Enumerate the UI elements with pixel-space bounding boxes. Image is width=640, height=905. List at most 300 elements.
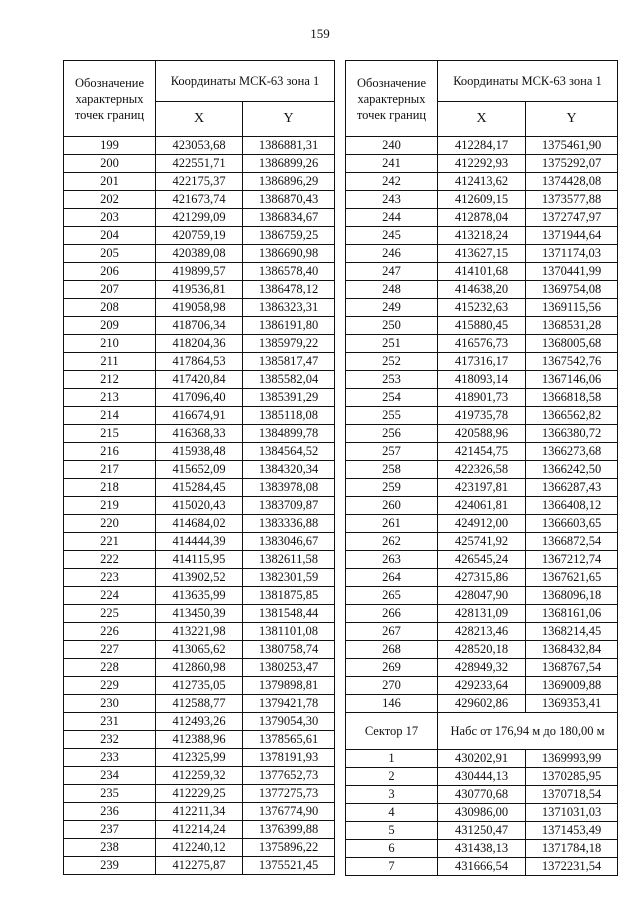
table-row [64,371,335,389]
table-row [64,749,335,767]
table-row [346,317,618,335]
y-cell: 1386759,25 [243,227,335,245]
y-cell: 1375521,45 [243,857,335,875]
table-row [64,677,335,695]
y-cell: 1381101,08 [243,623,335,641]
y-cell: 1386899,26 [243,155,335,173]
point-id-cell: 230 [64,695,156,713]
x-cell: 412214,24 [156,821,243,839]
table-row [346,191,618,209]
x-cell: 413450,39 [156,605,243,623]
point-id-cell: 224 [64,587,156,605]
x-cell: 413221,98 [156,623,243,641]
x-cell: 415938,48 [156,443,243,461]
y-cell: 1369115,56 [526,299,618,317]
table-row [64,209,335,227]
x-cell: 430202,91 [438,750,526,768]
y-cell: 1380253,47 [243,659,335,677]
y-cell: 1376399,88 [243,821,335,839]
point-id-cell: 227 [64,641,156,659]
y-cell: 1370285,95 [526,768,618,786]
sector-note: Набс от 176,94 м до 180,00 м [438,713,618,750]
x-cell: 430770,68 [438,786,526,804]
x-cell: 425741,92 [438,533,526,551]
y-cell: 1372747,97 [526,209,618,227]
y-cell: 1366818,58 [526,389,618,407]
point-id-cell: 261 [346,515,438,533]
y-header: Y [526,102,618,137]
table-row [64,569,335,587]
table-row [64,317,335,335]
table-row [64,173,335,191]
y-cell: 1375896,22 [243,839,335,857]
y-cell: 1382301,59 [243,569,335,587]
x-cell: 420389,08 [156,245,243,263]
x-cell: 413627,15 [438,245,526,263]
x-cell: 412609,15 [438,191,526,209]
x-header: X [438,102,526,137]
x-cell: 412588,77 [156,695,243,713]
point-id-cell: 233 [64,749,156,767]
x-cell: 413218,24 [438,227,526,245]
table-row [346,443,618,461]
y-cell: 1366242,50 [526,461,618,479]
x-cell: 424912,00 [438,515,526,533]
point-id-cell: 263 [346,551,438,569]
y-cell: 1374428,08 [526,173,618,191]
point-id-cell: 2 [346,768,438,786]
table-row [346,858,618,876]
x-cell: 414115,95 [156,551,243,569]
x-cell: 422175,37 [156,173,243,191]
point-id-cell: 4 [346,804,438,822]
point-id-cell: 247 [346,263,438,281]
point-id-cell: 246 [346,245,438,263]
x-cell: 419058,98 [156,299,243,317]
table-row [346,209,618,227]
point-id-cell: 245 [346,227,438,245]
table-row [64,641,335,659]
y-cell: 1379421,78 [243,695,335,713]
point-id-cell: 239 [64,857,156,875]
point-id-cell: 225 [64,605,156,623]
x-cell: 415284,45 [156,479,243,497]
table-row [64,263,335,281]
table-row [64,515,335,533]
point-id-cell: 216 [64,443,156,461]
x-cell: 415652,09 [156,461,243,479]
y-header: Y [243,102,335,137]
sector-row [346,713,618,750]
point-id-cell: 250 [346,317,438,335]
y-cell: 1384320,34 [243,461,335,479]
y-cell: 1368432,84 [526,641,618,659]
table-row [64,191,335,209]
y-cell: 1368531,28 [526,317,618,335]
table-row [64,137,335,155]
point-id-cell: 209 [64,317,156,335]
y-cell: 1371944,64 [526,227,618,245]
y-cell: 1369009,88 [526,677,618,695]
coord-system-header: Координаты МСК-63 зона 1 [156,61,335,102]
x-cell: 415880,45 [438,317,526,335]
x-cell: 412284,17 [438,137,526,155]
point-id-cell: 7 [346,858,438,876]
x-cell: 431250,47 [438,822,526,840]
y-cell: 1386896,29 [243,173,335,191]
point-id-cell: 237 [64,821,156,839]
table-row [64,479,335,497]
y-cell: 1367621,65 [526,569,618,587]
y-cell: 1376774,90 [243,803,335,821]
x-cell: 416368,33 [156,425,243,443]
y-cell: 1386578,40 [243,263,335,281]
x-cell: 415020,43 [156,497,243,515]
x-cell: 423197,81 [438,479,526,497]
y-cell: 1372231,54 [526,858,618,876]
x-cell: 419536,81 [156,281,243,299]
x-cell: 419899,57 [156,263,243,281]
point-id-cell: 236 [64,803,156,821]
table-row [346,677,618,695]
x-cell: 413902,52 [156,569,243,587]
point-id-cell: 207 [64,281,156,299]
y-cell: 1385817,47 [243,353,335,371]
y-cell: 1366408,12 [526,497,618,515]
table-row [346,173,618,191]
table-row [64,245,335,263]
point-id-cell: 222 [64,551,156,569]
y-cell: 1367212,74 [526,551,618,569]
y-cell: 1371784,18 [526,840,618,858]
table-row [346,389,618,407]
table-row [346,695,618,713]
table-row [64,407,335,425]
x-cell: 431438,13 [438,840,526,858]
y-cell: 1385582,04 [243,371,335,389]
point-id-cell: 242 [346,173,438,191]
x-cell: 412240,12 [156,839,243,857]
x-cell: 414684,02 [156,515,243,533]
y-cell: 1366380,72 [526,425,618,443]
x-cell: 428047,90 [438,587,526,605]
point-id-cell: 203 [64,209,156,227]
point-id-cell: 201 [64,173,156,191]
point-id-cell: 223 [64,569,156,587]
table-row [64,713,335,731]
point-id-cell: 248 [346,281,438,299]
designation-header: Обозначение характерных точек границ [64,61,156,137]
table-row [346,479,618,497]
point-id-cell: 259 [346,479,438,497]
x-cell: 421299,09 [156,209,243,227]
y-cell: 1366287,43 [526,479,618,497]
y-cell: 1375461,90 [526,137,618,155]
point-id-cell: 5 [346,822,438,840]
y-cell: 1369993,99 [526,750,618,768]
point-id-cell: 235 [64,785,156,803]
y-cell: 1371174,03 [526,245,618,263]
x-cell: 415232,63 [438,299,526,317]
table-row [346,659,618,677]
point-id-cell: 218 [64,479,156,497]
y-cell: 1379054,30 [243,713,335,731]
x-cell: 417316,17 [438,353,526,371]
y-cell: 1366872,54 [526,533,618,551]
table-row [346,371,618,389]
point-id-cell: 256 [346,425,438,443]
x-cell: 420588,96 [438,425,526,443]
designation-header: Обозначение характерных точек границ [346,61,438,137]
table-row [64,605,335,623]
y-cell: 1377652,73 [243,767,335,785]
x-cell: 427315,86 [438,569,526,587]
y-cell: 1386881,31 [243,137,335,155]
y-cell: 1382611,58 [243,551,335,569]
point-id-cell: 6 [346,840,438,858]
x-cell: 418901,73 [438,389,526,407]
point-id-cell: 213 [64,389,156,407]
coord-system-header: Координаты МСК-63 зона 1 [438,61,618,102]
x-cell: 429233,64 [438,677,526,695]
table-row [346,299,618,317]
y-cell: 1371031,03 [526,804,618,822]
point-id-cell: 205 [64,245,156,263]
table-row [64,695,335,713]
x-cell: 412325,99 [156,749,243,767]
y-cell: 1386870,43 [243,191,335,209]
x-cell: 413635,99 [156,587,243,605]
x-cell: 412229,25 [156,785,243,803]
x-cell: 424061,81 [438,497,526,515]
x-cell: 418093,14 [438,371,526,389]
point-id-cell: 210 [64,335,156,353]
point-id-cell: 232 [64,731,156,749]
point-id-cell: 252 [346,353,438,371]
point-id-cell: 238 [64,839,156,857]
table-row [64,785,335,803]
x-cell: 416576,73 [438,335,526,353]
y-cell: 1386690,98 [243,245,335,263]
y-cell: 1386191,80 [243,317,335,335]
table-row [64,731,335,749]
x-cell: 412259,32 [156,767,243,785]
coordinates-table-right [345,60,618,876]
y-cell: 1386478,12 [243,281,335,299]
x-cell: 431666,54 [438,858,526,876]
y-cell: 1368214,45 [526,623,618,641]
table-row [346,840,618,858]
point-id-cell: 267 [346,623,438,641]
y-cell: 1386834,67 [243,209,335,227]
point-id-cell: 268 [346,641,438,659]
table-row [64,587,335,605]
point-id-cell: 204 [64,227,156,245]
table-row [346,353,618,371]
y-cell: 1381548,44 [243,605,335,623]
y-cell: 1367146,06 [526,371,618,389]
y-cell: 1385979,22 [243,335,335,353]
table-row [346,768,618,786]
x-cell: 430444,13 [438,768,526,786]
x-cell: 417096,40 [156,389,243,407]
table-row [64,389,335,407]
table-row [346,822,618,840]
point-id-cell: 221 [64,533,156,551]
point-id-cell: 3 [346,786,438,804]
point-id-cell: 251 [346,335,438,353]
x-header: X [156,102,243,137]
point-id-cell: 243 [346,191,438,209]
table-row [346,263,618,281]
table-body-sector [346,750,618,876]
point-id-cell: 255 [346,407,438,425]
y-cell: 1370718,54 [526,786,618,804]
table-row [64,461,335,479]
table-row [346,137,618,155]
x-cell: 412493,26 [156,713,243,731]
table-row [64,335,335,353]
table-row [346,497,618,515]
x-cell: 426545,24 [438,551,526,569]
table-row [346,227,618,245]
y-cell: 1366273,68 [526,443,618,461]
table-row [346,407,618,425]
x-cell: 412388,96 [156,731,243,749]
table-row [64,443,335,461]
table-row [346,155,618,173]
table-row [64,497,335,515]
y-cell: 1385118,08 [243,407,335,425]
y-cell: 1370441,99 [526,263,618,281]
x-cell: 412292,93 [438,155,526,173]
table-row [64,623,335,641]
table-row [346,569,618,587]
x-cell: 430986,00 [438,804,526,822]
x-cell: 418204,36 [156,335,243,353]
y-cell: 1377275,73 [243,785,335,803]
table-row [64,299,335,317]
point-id-cell: 206 [64,263,156,281]
point-id-cell: 226 [64,623,156,641]
y-cell: 1379898,81 [243,677,335,695]
x-cell: 428213,46 [438,623,526,641]
x-cell: 414101,68 [438,263,526,281]
table-row [346,281,618,299]
coordinates-table-left [63,60,335,875]
table-row [346,623,618,641]
point-id-cell: 212 [64,371,156,389]
x-cell: 428131,09 [438,605,526,623]
y-cell: 1378565,61 [243,731,335,749]
table-row [64,803,335,821]
x-cell: 429602,86 [438,695,526,713]
x-cell: 423053,68 [156,137,243,155]
page-number: 159 [310,26,330,41]
y-cell: 1366603,65 [526,515,618,533]
y-cell: 1369353,41 [526,695,618,713]
sector-name: Сектор 17 [346,713,438,750]
point-id-cell: 257 [346,443,438,461]
y-cell: 1371453,49 [526,822,618,840]
point-id-cell: 202 [64,191,156,209]
table-row [64,821,335,839]
point-id-cell: 220 [64,515,156,533]
sector-section [346,713,618,750]
x-cell: 412860,98 [156,659,243,677]
x-cell: 414638,20 [438,281,526,299]
point-id-cell: 270 [346,677,438,695]
point-id-cell: 269 [346,659,438,677]
x-cell: 418706,34 [156,317,243,335]
y-cell: 1367542,76 [526,353,618,371]
point-id-cell: 266 [346,605,438,623]
table-row [64,839,335,857]
point-id-cell: 211 [64,353,156,371]
point-id-cell: 262 [346,533,438,551]
y-cell: 1383336,88 [243,515,335,533]
y-cell: 1383978,08 [243,479,335,497]
table-body-right [346,137,618,713]
point-id-cell: 249 [346,299,438,317]
point-id-cell: 258 [346,461,438,479]
y-cell: 1368005,68 [526,335,618,353]
point-id-cell: 265 [346,587,438,605]
point-id-cell: 215 [64,425,156,443]
y-cell: 1383709,87 [243,497,335,515]
x-cell: 421673,74 [156,191,243,209]
y-cell: 1375292,07 [526,155,618,173]
table-row [346,587,618,605]
point-id-cell: 244 [346,209,438,227]
x-cell: 422551,71 [156,155,243,173]
point-id-cell: 208 [64,299,156,317]
point-id-cell: 231 [64,713,156,731]
y-cell: 1383046,67 [243,533,335,551]
y-cell: 1368161,06 [526,605,618,623]
point-id-cell: 214 [64,407,156,425]
x-cell: 417864,53 [156,353,243,371]
point-id-cell: 241 [346,155,438,173]
y-cell: 1378191,93 [243,749,335,767]
table-row [346,551,618,569]
point-id-cell: 234 [64,767,156,785]
table-row [64,425,335,443]
table-row [64,227,335,245]
point-id-cell: 253 [346,371,438,389]
y-cell: 1381875,85 [243,587,335,605]
point-id-cell: 229 [64,677,156,695]
y-cell: 1384564,52 [243,443,335,461]
table-row [64,533,335,551]
x-cell: 420759,19 [156,227,243,245]
point-id-cell: 217 [64,461,156,479]
table-row [346,533,618,551]
table-row [346,515,618,533]
x-cell: 428949,32 [438,659,526,677]
table-row [346,425,618,443]
table-row [346,605,618,623]
x-cell: 419735,78 [438,407,526,425]
x-cell: 412413,62 [438,173,526,191]
y-cell: 1366562,82 [526,407,618,425]
point-id-cell: 1 [346,750,438,768]
point-id-cell: 146 [346,695,438,713]
table-row [64,551,335,569]
table-row [64,767,335,785]
table-row [346,641,618,659]
y-cell: 1384899,78 [243,425,335,443]
